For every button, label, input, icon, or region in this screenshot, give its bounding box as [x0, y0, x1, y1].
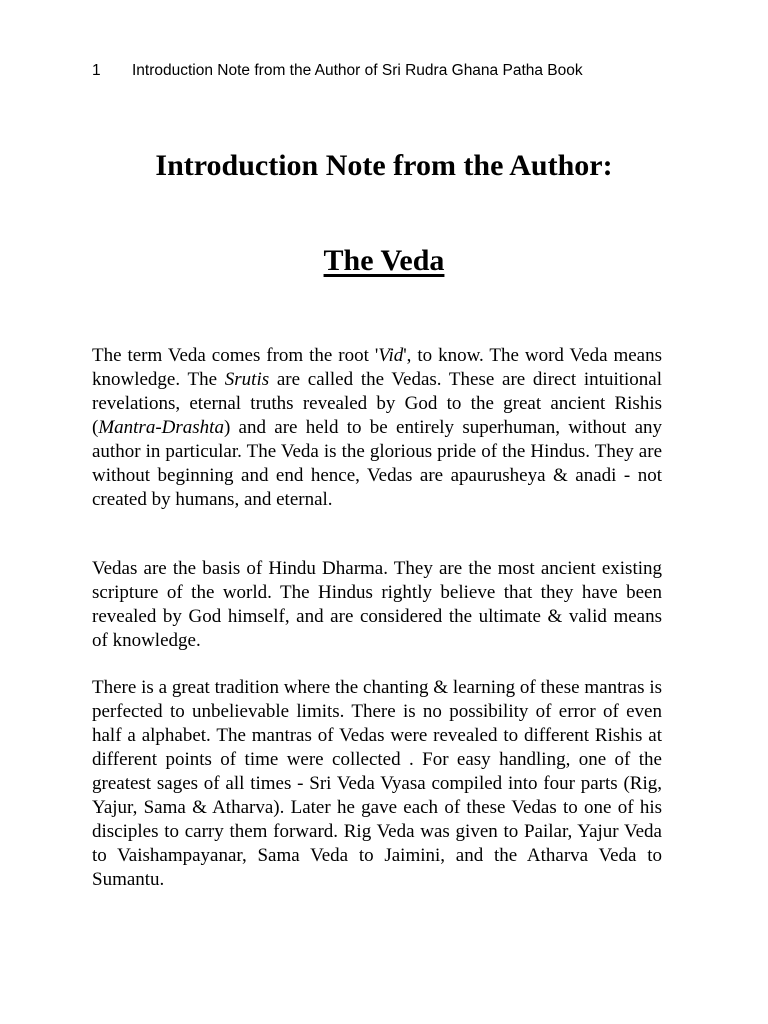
- paragraph-1-text-d: ) and are held to be entirely superhuman, without any author in particular. The Veda is the glorious pride of the Hindus. They are without beginning and end hence, Vedas are apaurusheya & anadi - not created by humans, and eternal.: [92, 417, 662, 510]
- paragraph-1-text-c: are called the Vedas. These are direct intuitional revelations, eternal truths revealed by God to the great ancient Rishis (: [92, 369, 663, 438]
- term-vid: Vid: [378, 345, 404, 366]
- paragraph-2: Vedas are the basis of Hindu Dharma. They are the most ancient existing scripture of the world. The Hindus rightly believe that they have been revealed by God himself, and are considered the ultimate & valid means of knowledge.: [92, 558, 662, 651]
- running-title: Introduction Note from the Author of Sri Rudra Ghana Patha Book: [132, 62, 583, 79]
- paragraph-1: [92, 344, 662, 512]
- page-number: 1: [92, 62, 101, 79]
- paragraph-3: There is a great tradition where the chanting & learning of these mantras is perfected to unbelievable limits. There is no possibility of error of even half a alphabet. The mantras of Vedas were revealed to different Rishis at different points of time were collected . For easy handling, one of the greatest sages of all times - Sri Veda Vyasa compiled into four parts (Rig, Yajur, Sama & Atharva). Later he gave each of these Vedas to one of his disciples to carry them forward. Rig Veda was given to Pailar, Yajur Veda to Vaishampayanar, Sama Veda to Jaimini, and the Atharva Veda to Sumantu.: [92, 677, 662, 890]
- paragraph-1-text-b: ', to know. The word Veda means knowledge. The: [92, 345, 662, 390]
- running-header: [92, 61, 583, 81]
- section-title: The Veda: [323, 244, 445, 277]
- page-title: Introduction Note from the Author:: [155, 149, 613, 182]
- paragraph-1-text-a: The term Veda comes from the root ': [92, 345, 379, 366]
- term-mantra-drashta: Mantra-Drashta: [98, 417, 224, 438]
- term-srutis: Srutis: [224, 369, 270, 390]
